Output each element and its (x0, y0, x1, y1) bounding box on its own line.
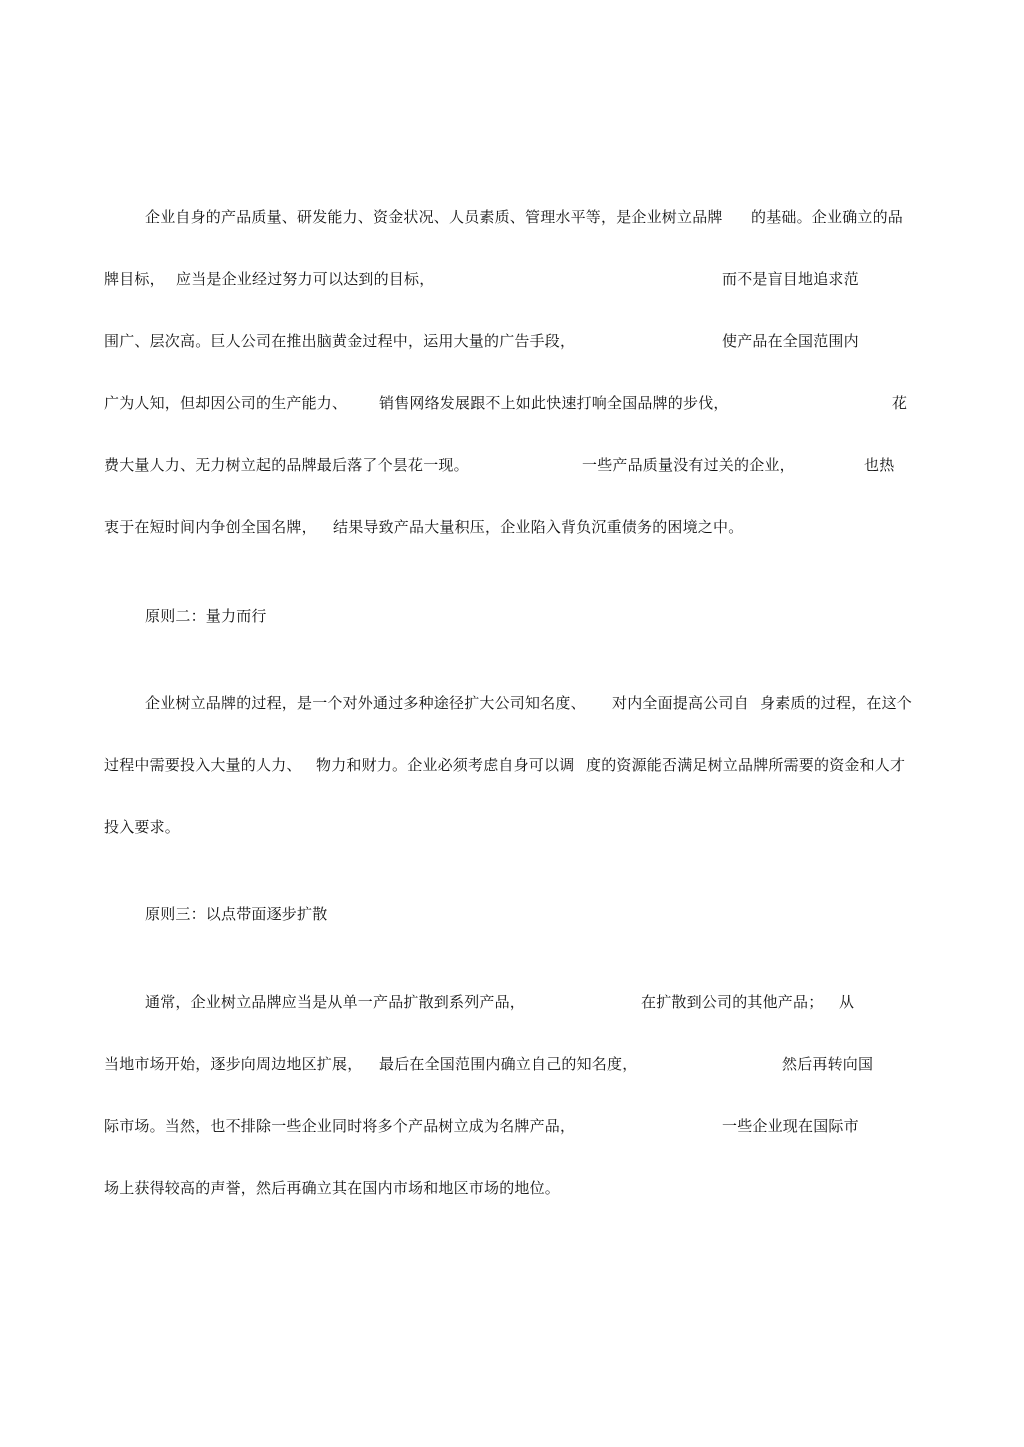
text-segment: 通常，企业树立品牌应当是从单一产品扩散到系列产品， (145, 993, 526, 1011)
text-segment: 当地市场开始，逐步向周边地区扩展， (104, 1055, 363, 1073)
text-segment: 使产品在全国范围内 (722, 332, 859, 350)
text-segment: 也热 (864, 456, 895, 474)
text-segment: 的基础。企业确立的品 (751, 208, 904, 226)
text-segment: 度的资源能否满足树立品牌所需要的资金和人才 (586, 756, 906, 774)
heading-principle-3: 原则三：以点带面逐步扩散 (145, 905, 328, 923)
text-segment: 结果导致产品大量积压，企业陷入背负沉重债务的困境之中。 (333, 518, 744, 536)
text-segment: 从 (839, 993, 855, 1011)
text-segment: 牌目标， (104, 270, 165, 288)
text-segment: 身素质的过程，在这个 (760, 694, 913, 712)
text-segment: 花 (892, 394, 908, 412)
text-segment: 对内全面提高公司自 (612, 694, 749, 712)
text-segment: 而不是盲目地追求范 (722, 270, 859, 288)
text-segment: 销售网络发展跟不上如此快速打响全国品牌的步伐， (379, 394, 729, 412)
text-segment: 费大量人力、无力树立起的品牌最后落了个昙花一现。 (104, 456, 469, 474)
text-segment: 一些产品质量没有过关的企业， (582, 456, 795, 474)
text-segment: 应当是企业经过努力可以达到的目标， (176, 270, 435, 288)
text-segment: 最后在全国范围内确立自己的知名度， (379, 1055, 638, 1073)
text-segment: 一些企业现在国际市 (722, 1117, 859, 1135)
text-segment: 广为人知，但却因公司的生产能力、 (104, 394, 348, 412)
text-segment: 然后再转向国 (782, 1055, 874, 1073)
text-segment: 际市场。当然，也不排除一些企业同时将多个产品树立成为名牌产品， (104, 1117, 576, 1135)
text-segment: 衷于在短时间内争创全国名牌， (104, 518, 317, 536)
text-segment: 在扩散到公司的其他产品； (641, 993, 824, 1011)
text-segment: 企业自身的产品质量、研发能力、资金状况、人员素质、管理水平等，是企业树立品牌 (145, 208, 723, 226)
text-segment: 过程中需要投入大量的人力、 (104, 756, 302, 774)
text-segment: 企业树立品牌的过程，是一个对外通过多种途径扩大公司知名度、 (145, 694, 586, 712)
text-segment: 场上获得较高的声誉，然后再确立其在国内市场和地区市场的地位。 (104, 1179, 561, 1197)
text-segment: 围广、层次高。巨人公司在推出脑黄金过程中，运用大量的广告手段， (104, 332, 576, 350)
text-segment: 物力和财力。企业必须考虑自身可以调 (316, 756, 575, 774)
heading-principle-2: 原则二：量力而行 (145, 607, 267, 625)
text-segment: 投入要求。 (104, 818, 181, 836)
